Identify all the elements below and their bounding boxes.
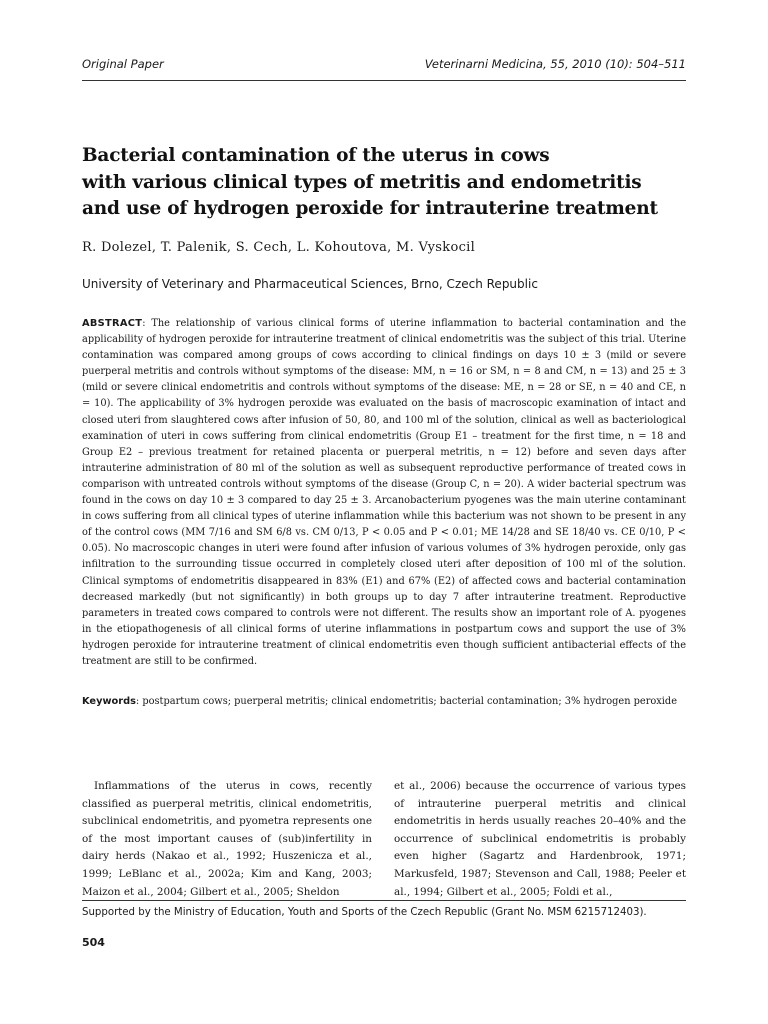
abstract-text: The relationship of various clinical forms of uterine inflammation to bacterial contamination and the applicability of hydrogen peroxide for intrauterine treatment of clinical endometritis was the subject of this trial. Uterine contamination was compared among groups of cows according to clinical findings on days 10 ± 3 (mild or severe puerperal metritis and controls without symptoms of the disease: MM, n = 16 or SM, n = 8 and CM, n = 13) and 25 ± 3 (mild or severe clinical endometritis and controls without symptoms of the disease: ME, n = 28 or SE, n = 40 and CE, n = 10). The applicability of 3% hydrogen peroxide was evaluated on the basis of macroscopic examination of intact and closed uteri from slaughtered cows after infusion of 50, 80, and 100 ml of the solution, clinical as well as bacteriological examination of uteri in cows suffering from clinical endometritis (Group E1 – treatment for the first time, n = 18 and Group E2 – previous treatment for retained placenta or puerperal metritis, n = 12) before and seven days after intrauterine administration of 80 ml of the solution as well as subsequent reproductive performance of treated cows in comparison with untreated controls without symptoms of the disease (Group C, n = 20). A wider bacterial spectrum was found in the cows on day 10 ± 3 compared to day 25 ± 3. Arcanobacterium pyogenes was the main uterine contaminant in cows suffering from all clinical types of uterine inflammation while this bacterium was not shown to be present in any of the control cows (MM 7/16 and SM 6/8 vs. CM 0/13, P < 0.05 and P < 0.01; ME 14/28 and SE 18/40 vs. CE 0/10, P < 0.05). No macroscopic changes in uteri were found after infusion of various volumes of 3% hydrogen peroxide, only gas infiltration to the surrounding tissue occurred in completely closed uteri after deposition of 100 ml of the solution. Clinical symptoms of endometritis disappeared in 83% (E1) and 67% (E2) of affected cows and bacterial contamination decreased markedly (but not significantly) in both groups up to day 7 after intrauterine treatment. Reproductive parameters in treated cows compared to controls were not different. The results show an important role of A. pyogenes in the etiopathogenesis of all clinical forms of uterine inflammations in postpartum cows and support the use of 3% hydrogen peroxide for intrauterine treatment of clinical endometritis even though sufficient antibacterial effects of the treatment are still to be confirmed.: [82, 318, 686, 667]
paper-page: [82, 0, 686, 1024]
footnote: Supported by the Ministry of Education, Youth and Sports of the Czech Republic (Grant No. MSM 6215712403).: [82, 907, 647, 918]
running-head-left: Original Paper: [82, 57, 164, 71]
title-line: Bacterial contamination of the uterus in cows: [82, 145, 550, 166]
page-number: 504: [82, 936, 105, 949]
article-title: [82, 143, 692, 223]
affiliation: University of Veterinary and Pharmaceutical Sciences, Brno, Czech Republic: [82, 277, 538, 291]
running-head: [82, 56, 686, 74]
keywords: Keywords: postpartum cows; puerperal metritis; clinical endometritis; bacterial contamination; 3% hydrogen peroxide: [82, 696, 677, 707]
running-head-right: Veterinarni Medicina, 55, 2010 (10): 504–511: [424, 57, 686, 71]
keywords-text: postpartum cows; puerperal metritis; clinical endometritis; bacterial contamination; 3% hydrogen peroxide: [142, 696, 677, 707]
abstract-label: ABSTRACT: [82, 318, 143, 329]
keywords-label: Keywords: [82, 696, 136, 707]
title-line: with various clinical types of metritis and endometritis: [82, 171, 642, 193]
body-column-right: et al., 2006) because the occurrence of various types of intrauterine puerperal metritis and clinical endometritis in herds usually reaches 20–40% and the occurrence of subclinical endometritis is probably even higher (Sagartz and Hardenbrook, 1971; Markusfeld, 1987; Stevenson and Call, 1988; Peeler et al., 1994; Gilbert et al., 2005; Foldi et al.,: [394, 780, 686, 898]
abstract: ABSTRACT: The relationship of various clinical forms of uterine inflammation to bacterial contamination and the applicability of hydrogen peroxide for intrauterine treatment of clinical endometritis was the subject of this trial. Uterine contamination was compared among groups of cows according to clinical findings on days 10 ± 3 (mild or severe puerperal metritis and controls without symptoms of the disease: MM, n = 16 or SM, n = 8 and CM, n = 13) and 25 ± 3 (mild or severe clinical endometritis and controls without symptoms of the disease: ME, n = 28 or SE, n = 40 and CE, n = 10). The applicability of 3% hydrogen peroxide was evaluated on the basis of macroscopic examination of intact and closed uteri from slaughtered cows after infusion of 50, 80, and 100 ml of the solution, clinical as well as bacteriological examination of uteri in cows suffering from clinical endometritis (Group E1 – treatment for the first time, n = 18 and Group E2 – previous treatment for retained placenta or puerperal metritis, n = 12) before and seven days after intrauterine administration of 80 ml of the solution as well as subsequent reproductive performance of treated cows in comparison with untreated controls without symptoms of the disease (Group C, n = 20). A wider bacterial spectrum was found in the cows on day 10 ± 3 compared to day 25 ± 3. Arcanobacterium pyogenes was the main uterine contaminant in cows suffering from all clinical types of uterine inflammation while this bacterium was not shown to be present in any of the control cows (MM 7/16 and SM 6/8 vs. CM 0/13, P < 0.05 and P < 0.01; ME 14/28 and SE 18/40 vs. CE 0/10, P < 0.05). No macroscopic changes in uteri were found after infusion of various volumes of 3% hydrogen peroxide, only gas infiltration to the surrounding tissue occurred in completely closed uteri after deposition of 100 ml of the solution. Clinical symptoms of endometritis disappeared in 83% (E1) and 67% (E2) of affected cows and bacterial contamination decreased markedly (but not significantly) in both groups up to day 7 after intrauterine treatment. Reproductive parameters in treated cows compared to controls were not different. The results show an important role of A. pyogenes in the etiopathogenesis of all clinical forms of uterine inflammations in postpartum cows and support the use of 3% hydrogen peroxide for intrauterine treatment of clinical endometritis even though sufficient antibacterial effects of the treatment are still to be confirmed.: [82, 318, 686, 667]
title-line: and use of hydrogen peroxide for intrauterine treatment: [82, 198, 658, 219]
authors: R. Dolezel, T. Palenik, S. Cech, L. Kohoutova, M. Vyskocil: [82, 240, 476, 255]
body-column-left: Inflammations of the uterus in cows, recently classified as puerperal metritis, clinical endometritis, subclinical endometritis, and pyometra represents one of the most important causes of (sub)infertility in dairy herds (Nakao et al., 1992; Huszenicza et al., 1999; LeBlanc et al., 2002a; Kim and Kang, 2003; Maizon et al., 2004; Gilbert et al., 2005; Sheldon: [82, 780, 372, 898]
header-rule: [82, 80, 686, 81]
footnote-rule: [82, 900, 686, 901]
